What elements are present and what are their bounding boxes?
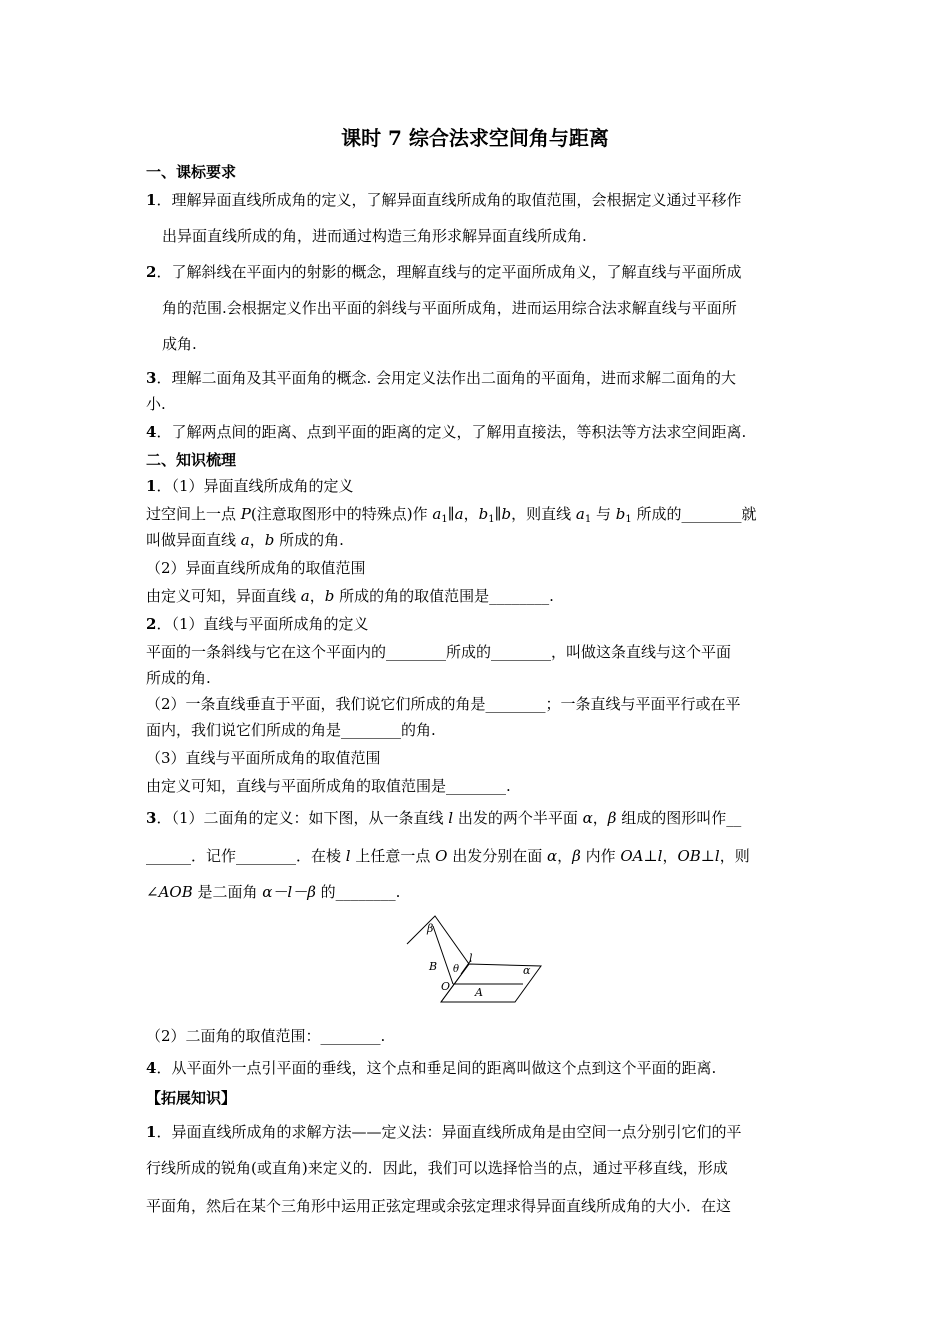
- text: ，则直线: [511, 505, 576, 523]
- text: ，: [309, 587, 325, 605]
- text: ，: [557, 847, 573, 865]
- page-title: 课时 7 综合法求空间角与距离: [341, 126, 609, 150]
- math-var: a: [454, 505, 464, 523]
- item-number: 1: [146, 1123, 157, 1141]
- text: ．（1）直线与平面所成角的定义: [156, 615, 369, 633]
- subscript: 1: [625, 514, 632, 525]
- text: (注意取图形中的特殊点)作: [250, 505, 433, 523]
- math-var: α: [582, 809, 593, 827]
- label-o: O: [441, 980, 451, 993]
- label-a: A: [475, 986, 483, 999]
- extension-1-line-3: 平面角，然后在某个三角形中运用正弦定理或余弦定理求得异面直线所成角的大小．在这: [146, 1197, 732, 1215]
- text: 组成的图形叫作__: [616, 809, 742, 827]
- math-var: β: [607, 809, 617, 827]
- requirement-2-line-3: 成角.: [162, 335, 197, 353]
- requirement-4-line-1: [146, 422, 746, 442]
- item-number: 4: [146, 423, 157, 441]
- math-var: l: [657, 847, 663, 865]
- math-var: a: [575, 505, 585, 523]
- item-number: 1: [146, 477, 157, 495]
- text: ．异面直线所成角的求解方法——定义法：异面直线所成角是由空间一点分别引它们的平: [156, 1123, 742, 1141]
- perp-symbol: ⊥: [700, 847, 715, 865]
- math-var: a: [300, 587, 310, 605]
- text: ．从平面外一点引平面的垂线，这个点和垂足间的距离叫做这个点到这个平面的距离.: [156, 1059, 717, 1077]
- ray-ob-line: [433, 926, 453, 984]
- item-number: 3: [146, 369, 157, 387]
- requirement-3-line-1: [146, 368, 736, 388]
- knowledge-1-line-1: [146, 504, 757, 530]
- math-var: b: [615, 505, 626, 523]
- text: 所成的角.: [274, 531, 344, 549]
- knowledge-3-line-2: [146, 846, 750, 866]
- knowledge-2-line-1: 平面的一条斜线与它在这个平面内的________所成的________，叫做这条直线与这个平面: [146, 643, 732, 661]
- text: ，则: [719, 847, 750, 865]
- dihedral-angle-figure: [405, 912, 545, 1008]
- knowledge-3-2-line: （2）二面角的取值范围：________.: [146, 1027, 386, 1045]
- knowledge-2-3-title: （3）直线与平面所成角的取值范围: [146, 749, 381, 767]
- requirement-1-line-2: 出异面直线所成的角，进而通过构造三角形求解异面直线所成角.: [162, 227, 587, 245]
- knowledge-1-2-title: （2）异面直线所成角的取值范围: [146, 559, 366, 577]
- text: ，: [249, 531, 265, 549]
- item-number: 2: [146, 263, 157, 281]
- text: ，: [662, 847, 678, 865]
- knowledge-2-line-2: 所成的角.: [146, 669, 211, 687]
- text: ．了解两点间的距离、点到平面的距离的定义，了解用直接法，等积法等方法求空间距离.: [156, 423, 747, 441]
- text: 出发的两个半平面: [453, 809, 583, 827]
- text: 叫做异面直线: [146, 531, 241, 549]
- subscript: 1: [488, 514, 495, 525]
- requirement-1-line-1: [146, 190, 741, 210]
- knowledge-1-title: [146, 476, 353, 496]
- text: 是二面角: [192, 883, 263, 901]
- text: 所成的________就: [631, 505, 757, 523]
- text: 由定义可知，异面直线: [146, 587, 301, 605]
- text: 出发分别在面: [447, 847, 547, 865]
- math-var: a: [432, 505, 442, 523]
- text: ．（1）异面直线所成角的定义: [156, 477, 354, 495]
- text: 的________.: [315, 883, 401, 901]
- text: ______．记作________．在棱: [146, 847, 346, 865]
- knowledge-2-title: [146, 614, 368, 634]
- knowledge-2-2-line-2: 面内，我们说它们所成的角是________的角.: [146, 721, 436, 739]
- subscript: 1: [584, 514, 592, 525]
- item-number: 3: [146, 809, 157, 827]
- math-var: OB: [677, 847, 701, 865]
- math-var: OA: [620, 847, 644, 865]
- text: 所成的角的取值范围是________.: [334, 587, 554, 605]
- knowledge-3-line-3: [146, 882, 400, 902]
- math-var: α: [547, 847, 558, 865]
- angle-symbol: ∠: [146, 883, 159, 901]
- extension-1-line-1: [146, 1122, 741, 1142]
- item-number: 4: [146, 1059, 157, 1077]
- text: ．理解异面直线所成角的定义，了解异面直线所成角的取值范围，会根据定义通过平移作: [156, 191, 742, 209]
- knowledge-1-2-line: [146, 586, 554, 606]
- label-b: B: [429, 960, 438, 973]
- text: ．（1）二面角的定义：如下图，从一条直线: [156, 809, 449, 827]
- math-var: b: [478, 505, 489, 523]
- text: 与: [591, 505, 616, 523]
- math-var: O: [435, 847, 448, 865]
- knowledge-3-line-1: [146, 808, 741, 828]
- extension-1-line-2: 行线所成的锐角(或直角)来定义的．因此，我们可以选择恰当的点，通过平移直线，形成: [146, 1159, 728, 1177]
- section-heading-extension: 【拓展知识】: [146, 1089, 237, 1107]
- item-number: 2: [146, 615, 157, 633]
- requirement-2-line-1: [146, 262, 741, 282]
- parallel-symbol: ∥: [447, 505, 455, 523]
- subscript: 1: [441, 514, 448, 525]
- math-var: β: [572, 847, 581, 865]
- math-var: b: [324, 587, 335, 605]
- math-var: P: [240, 505, 251, 523]
- label-theta: θ: [453, 964, 460, 975]
- requirement-3-line-2: 小.: [146, 395, 166, 413]
- label-l: l: [469, 952, 473, 965]
- text: ，: [463, 505, 479, 523]
- perp-symbol: ⊥: [643, 847, 658, 865]
- label-alpha: α: [523, 964, 531, 977]
- text: 过空间上一点: [146, 505, 241, 523]
- text: ．了解斜线在平面内的射影的概念，理解直线与的定平面所成角义，了解直线与平面所成: [156, 263, 742, 281]
- math-var: b: [501, 505, 512, 523]
- knowledge-4-line: [146, 1058, 716, 1078]
- parallel-symbol: ∥: [494, 505, 502, 523]
- requirement-2-line-2: 角的范围.会根据定义作出平面的斜线与平面所成角，进而运用综合法求解直线与平面所: [162, 299, 737, 317]
- math-var: l: [345, 847, 351, 865]
- text: ．理解二面角及其平面角的概念. 会用定义法作出二面角的平面角，进而求解二面角的大: [156, 369, 736, 387]
- section-heading-requirements: 一、课标要求: [146, 163, 237, 181]
- item-number: 1: [146, 191, 157, 209]
- text: 上任意一点: [350, 847, 436, 865]
- text: ，: [592, 809, 608, 827]
- math-var: b: [264, 531, 275, 549]
- math-var: a: [240, 531, 250, 549]
- math-var: l: [714, 847, 720, 865]
- math-expression: α－l－β: [262, 883, 316, 901]
- knowledge-2-2-line-1: （2）一条直线垂直于平面，我们说它们所成的角是________；一条直线与平面平行或在平: [146, 695, 741, 713]
- section-heading-knowledge: 二、知识梳理: [146, 451, 237, 469]
- math-var: AOB: [158, 883, 193, 901]
- knowledge-2-3-line: 由定义可知，直线与平面所成角的取值范围是________.: [146, 777, 511, 795]
- plane-beta-outline: [407, 916, 469, 1002]
- knowledge-1-line-2: [146, 530, 344, 550]
- math-var: l: [448, 809, 454, 827]
- text: 内作: [580, 847, 621, 865]
- label-beta: β: [427, 922, 434, 935]
